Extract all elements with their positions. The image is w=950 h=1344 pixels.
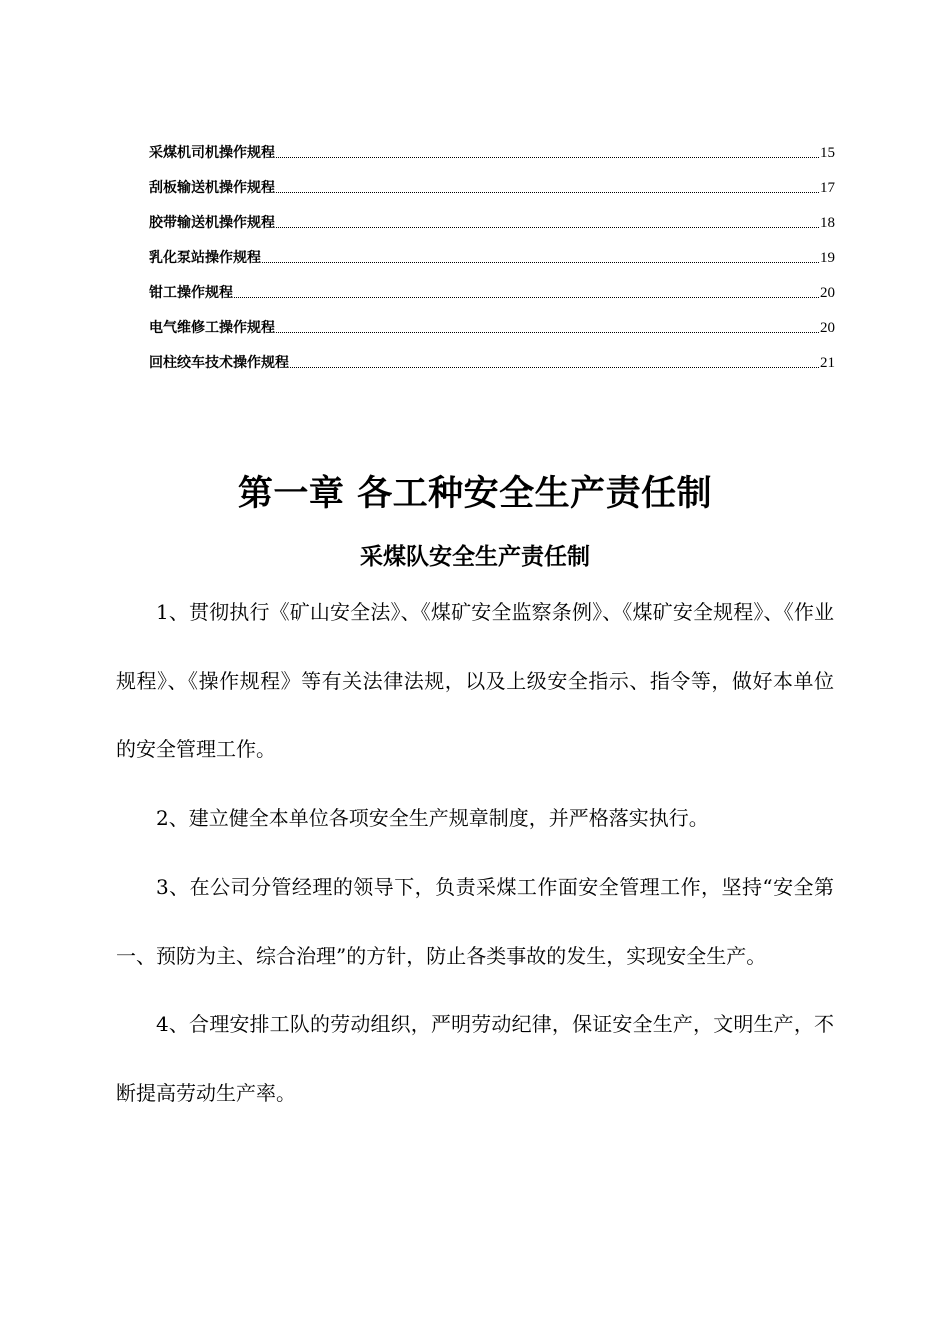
toc-entry-page: 17 — [820, 180, 835, 196]
toc-entry-page: 21 — [820, 355, 835, 371]
toc-entry-page: 15 — [820, 145, 835, 161]
paragraph: 1、贯彻执行《矿山安全法》、《煤矿安全监察条例》、《煤矿安全规程》、《作业规程》、《操作规程》等有关法律法规，以及上级安全指示、指令等，做好本单位的安全管理工作。 — [116, 600, 834, 762]
section-title: 采煤队安全生产责任制 — [360, 544, 590, 571]
toc-entry[interactable] — [149, 128, 835, 163]
toc-entry-title: 乳化泵站操作规程 — [149, 250, 261, 266]
toc-entry[interactable] — [149, 163, 835, 198]
paragraph: 2、建立健全本单位各项安全生产规章制度，并严格落实执行。 — [156, 806, 709, 831]
toc-entry-page: 19 — [820, 250, 835, 266]
toc-entry-title: 刮板输送机操作规程 — [149, 180, 275, 196]
chapter-title: 第一章 各工种安全生产责任制 — [237, 474, 713, 515]
toc-entry-page: 20 — [820, 320, 835, 336]
toc-dot-leader — [234, 296, 819, 298]
paragraph: 3、在公司分管经理的领导下，负责采煤工作面安全管理工作，坚持“安全第一、预防为主、综合治理”的方针，防止各类事故的发生，实现安全生产。 — [116, 874, 834, 968]
toc-entry[interactable] — [149, 338, 835, 373]
toc-dot-leader — [276, 226, 819, 228]
toc-dot-leader — [276, 191, 819, 193]
toc-entry-page: 18 — [820, 215, 835, 231]
paragraph: 4、合理安排工队的劳动组织，严明劳动纪律，保证安全生产，文明生产，不断提高劳动生产率。 — [116, 1012, 834, 1105]
toc-entry-title: 胶带输送机操作规程 — [149, 215, 275, 231]
toc-entry-page: 20 — [820, 285, 835, 301]
body-text — [116, 578, 834, 1128]
toc-entry[interactable] — [149, 303, 835, 338]
toc-entry-title: 采煤机司机操作规程 — [149, 145, 275, 161]
toc-entry[interactable] — [149, 198, 835, 233]
toc-dot-leader — [262, 261, 819, 263]
toc-dot-leader — [276, 331, 819, 333]
table-of-contents — [149, 128, 835, 373]
toc-entry[interactable] — [149, 233, 835, 268]
toc-dot-leader — [290, 366, 819, 368]
toc-entry-title: 电气维修工操作规程 — [149, 320, 275, 336]
toc-entry[interactable] — [149, 268, 835, 303]
toc-entry-title: 钳工操作规程 — [149, 285, 233, 301]
toc-dot-leader — [276, 156, 819, 158]
toc-entry-title: 回柱绞车技术操作规程 — [149, 355, 289, 371]
